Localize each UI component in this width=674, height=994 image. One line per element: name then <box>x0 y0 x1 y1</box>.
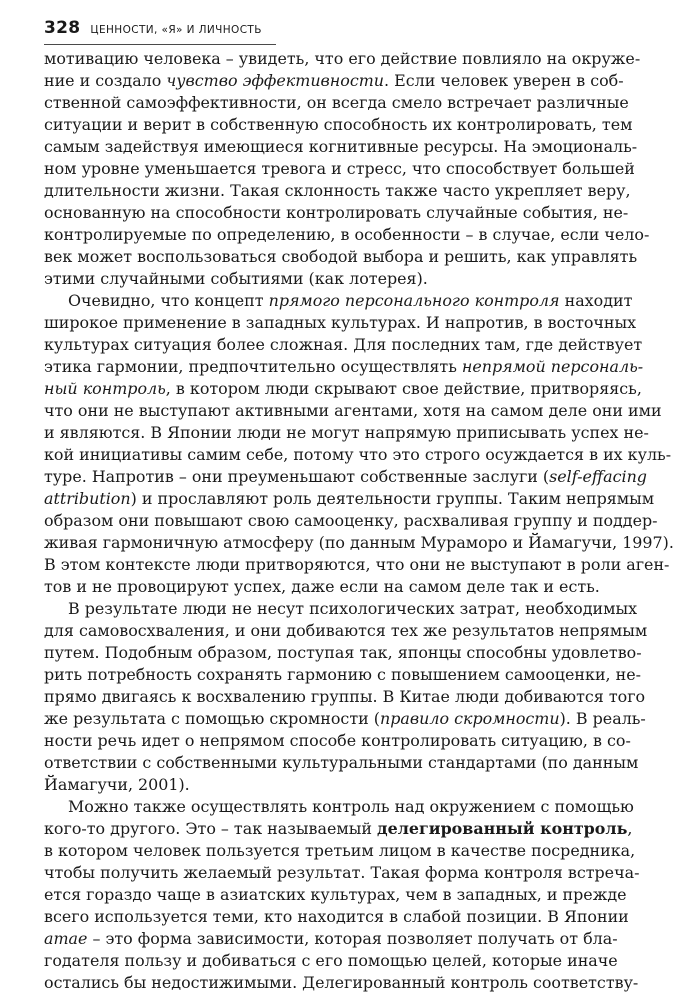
text-line <box>44 620 648 642</box>
text-line <box>44 158 635 180</box>
italic-term: ный контроль <box>44 379 166 398</box>
text-run: рить потребность сохранять гармонию с повышением самооценки, не- <box>44 665 642 684</box>
text-line <box>44 378 642 400</box>
italic-term: attribution <box>44 489 131 508</box>
text-run: находит <box>559 291 633 310</box>
text-run: Очевидно, что концепт <box>68 291 269 310</box>
text-run: этими случайными событиями (как лотерея). <box>44 269 428 288</box>
text-run: Йамагучи, 2001). <box>44 775 190 794</box>
text-line <box>44 268 556 290</box>
running-title: ЦЕННОСТИ, «Я» И ЛИЧНОСТЬ <box>90 24 262 36</box>
text-run: ) и прославляют роль деятельности группы. Таким непрямым <box>130 489 655 508</box>
text-run: ответствии с собственными культуральными стандартами (по данным <box>44 753 639 772</box>
text-run: культурах ситуация более сложная. Для последних там, где действует <box>44 335 643 354</box>
text-line <box>44 840 636 862</box>
italic-term: непрямой персональ- <box>461 357 644 376</box>
text-line <box>44 488 655 510</box>
text-line <box>44 598 638 620</box>
text-line <box>44 972 639 994</box>
text-run: ). В реаль- <box>559 709 646 728</box>
text-run: тов и не провоцируют успех, даже если на самом деле так и есть. <box>44 577 600 596</box>
text-line <box>44 554 670 576</box>
text-line <box>44 70 624 92</box>
italic-term: прямого персонального контроля <box>268 291 560 310</box>
text-run: контролируемые по определению, в особенности – в случае, если чело- <box>44 225 650 244</box>
text-line <box>44 202 629 224</box>
text-line <box>44 224 650 246</box>
text-run: ние и создало <box>44 71 167 90</box>
bold-term: делегированный контроль <box>377 819 628 838</box>
text-run: ситуации и верит в собственную способность их контролировать, тем <box>44 115 633 134</box>
text-line <box>44 642 642 664</box>
text-run: , в котором люди скрывают свое действие, притворяясь, <box>165 379 642 398</box>
text-run: век может воспользоваться свободой выбора и решить, как управлять <box>44 247 638 266</box>
text-line <box>44 114 633 136</box>
text-run: Можно также осуществлять контроль над окружением с помощью <box>68 797 634 816</box>
text-run: путем. Подобным образом, поступая так, японцы способны удовлетво- <box>44 643 642 662</box>
text-line <box>44 466 647 488</box>
text-line <box>44 48 641 70</box>
text-line <box>44 92 629 114</box>
text-run: в котором человек пользуется третьим лицом в качестве посредника, <box>44 841 636 860</box>
text-line <box>44 576 600 598</box>
text-run: ется гораздо чаще в азиатских культурах, чем в западных, и прежде <box>44 885 627 904</box>
text-line <box>44 444 672 466</box>
text-run: туре. Напротив – они преуменьшают собственные заслуги ( <box>44 467 550 486</box>
text-run: кой инициативы самим себе, потому что это строго осуждается в их куль- <box>44 445 672 464</box>
running-header <box>44 18 564 46</box>
text-line <box>44 752 639 774</box>
text-run: широкое применение в западных культурах. И напротив, в восточных <box>44 313 637 332</box>
text-line <box>44 664 642 686</box>
italic-term: self-effacing <box>549 467 647 486</box>
italic-term: атае <box>44 929 88 948</box>
header-rule <box>44 44 276 45</box>
body-text <box>44 48 674 994</box>
text-line <box>44 774 556 796</box>
text-run: всего используется теми, кто находится в слабой позиции. В Японии <box>44 907 629 926</box>
text-line <box>44 180 631 202</box>
text-line <box>44 312 637 334</box>
text-run: образом они повышают свою самооценку, расхваливая группу и поддер- <box>44 511 658 530</box>
text-line <box>44 400 662 422</box>
text-line <box>44 884 627 906</box>
page-number: 328 <box>44 18 81 38</box>
text-run: годателя пользу и добиваться с его помощью целей, которые иначе <box>44 951 618 970</box>
text-line <box>44 334 643 356</box>
text-run: В результате люди не несут психологических затрат, необходимых <box>68 599 638 618</box>
text-run: мотивацию человека – увидеть, что его действие повлияло на окруже- <box>44 49 641 68</box>
text-line <box>44 510 658 532</box>
text-line <box>44 532 674 554</box>
text-line <box>44 928 618 950</box>
text-run: ном уровне уменьшается тревога и стресс, что способствует большей <box>44 159 635 178</box>
text-run: , <box>627 819 633 838</box>
text-line <box>44 136 638 158</box>
text-line <box>44 290 633 312</box>
text-line <box>44 796 634 818</box>
text-line <box>44 950 618 972</box>
text-line <box>44 422 649 444</box>
text-run: и являются. В Японии люди не могут напрямую приписывать успех не- <box>44 423 649 442</box>
text-run: самым задействуя имеющиеся когнитивные ресурсы. На эмоциональ- <box>44 137 638 156</box>
text-run: же результата с помощью скромности ( <box>44 709 380 728</box>
text-line <box>44 686 646 708</box>
text-line <box>44 708 646 730</box>
text-run: ственной самоэффективности, он всегда смело встречает различные <box>44 93 629 112</box>
text-line <box>44 906 629 928</box>
text-line <box>44 730 631 752</box>
italic-term: правило скромности <box>379 709 560 728</box>
text-line <box>44 246 638 268</box>
text-run: кого-то другого. Это – так называемый <box>44 819 378 838</box>
text-line <box>44 862 640 884</box>
text-run: . Если человек уверен в соб- <box>384 71 624 90</box>
text-run: живая гармоничную атмосферу (по данным Мураморо и Йамагучи, 1997). <box>44 533 674 552</box>
italic-term: чувство эффективности <box>166 71 385 90</box>
text-line <box>44 356 644 378</box>
text-run: что они не выступают активными агентами, хотя на самом деле они ими <box>44 401 662 420</box>
text-run: остались бы недостижимыми. Делегированный контроль соответству- <box>44 973 639 992</box>
text-run: длительности жизни. Такая склонность также часто укрепляет веру, <box>44 181 631 200</box>
text-run: чтобы получить желаемый результат. Такая форма контроля встреча- <box>44 863 640 882</box>
text-run: ности речь идет о непрямом способе контролировать ситуацию, в со- <box>44 731 631 750</box>
text-run: этика гармонии, предпочтительно осуществлять <box>44 357 462 376</box>
text-run: – это форма зависимости, которая позволяет получать от бла- <box>87 929 618 948</box>
text-run: В этом контексте люди притворяются, что они не выступают в роли аген- <box>44 555 670 574</box>
text-run: для самовосхваления, и они добиваются тех же результатов непрямым <box>44 621 648 640</box>
text-run: прямо двигаясь к восхвалению группы. В Китае люди добиваются того <box>44 687 646 706</box>
text-run: основанную на способности контролировать случайные события, не- <box>44 203 629 222</box>
text-line <box>44 818 633 840</box>
